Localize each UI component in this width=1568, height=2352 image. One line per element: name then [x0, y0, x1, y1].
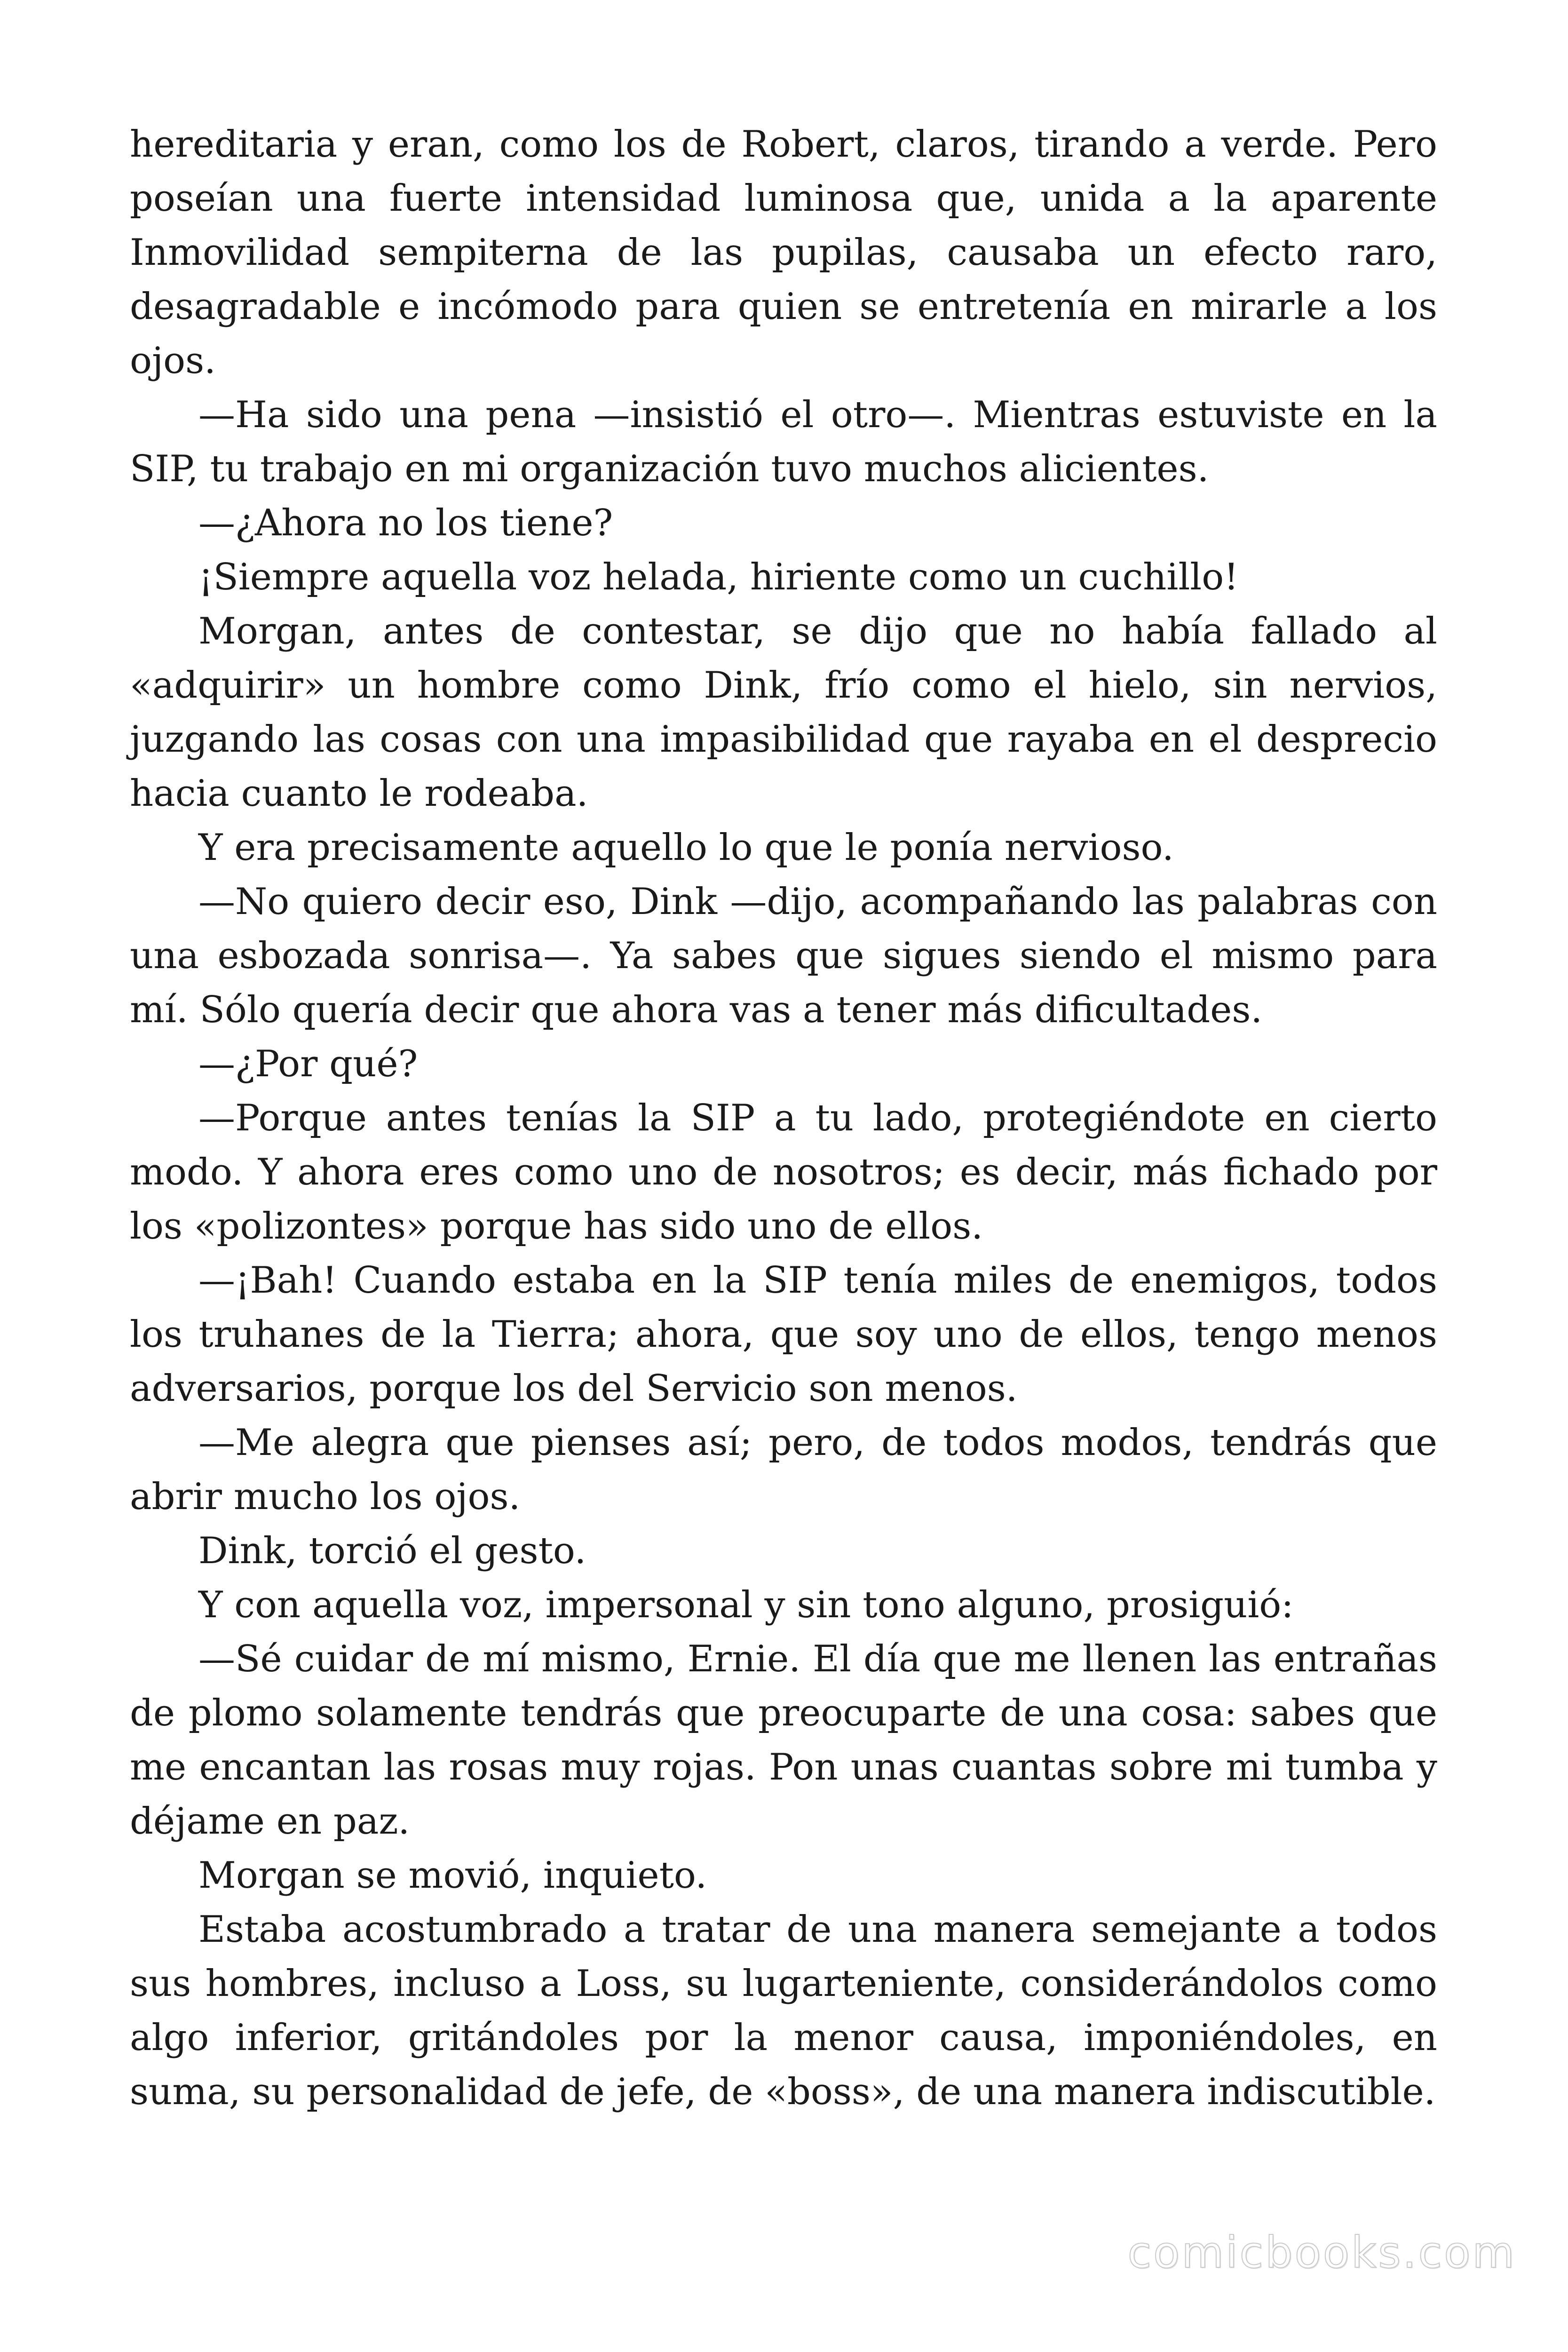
paragraph: —¿Ahora no los tiene? — [198, 502, 613, 544]
paragraph: hereditaria y eran, como los de Robert, claros, tirando a verde. Pero poseían una fuerte intensidad luminosa que, unida a la aparente Inmovilidad sempiterna de las pupilas, causaba un efecto raro, desagradable e incómodo para quien se entretenía en mirarle a los ojos. — [130, 123, 1437, 382]
paragraph: Estaba acostumbrado a tratar de una manera semejante a todos sus hombres, incluso a Loss, su lugarteniente, considerándolos como algo inferior, gritándoles por la menor causa, imponiéndoles, en suma, su personalidad de jefe, de «boss», de una manera indiscutible. — [130, 1908, 1437, 2113]
paragraph: Morgan se movió, inquieto. — [198, 1854, 707, 1897]
paragraph: ¡Siempre aquella voz helada, hiriente como un cuchillo! — [198, 556, 1239, 598]
paragraph: —Ha sido una pena —insistió el otro—. Mientras estuviste en la SIP, tu trabajo en mi organización tuvo muchos alicientes. — [130, 394, 1437, 490]
paragraph: —¿Por qué? — [198, 1043, 418, 1085]
paragraph: —No quiero decir eso, Dink —dijo, acompañando las palabras con una esbozada sonrisa—. Ya sabes que sigues siendo el mismo para mí. Sólo quería decir que ahora vas a tener más dificultades. — [130, 881, 1437, 1031]
watermark: comicbooks.com — [1127, 2227, 1516, 2278]
paragraph: —Porque antes tenías la SIP a tu lado, protegiéndote en cierto modo. Y ahora eres como uno de nosotros; es decir, más fichado por los «polizontes» porque has sido uno de ellos. — [130, 1097, 1437, 1248]
paragraph: Y con aquella voz, impersonal y sin tono alguno, prosiguió: — [198, 1584, 1294, 1626]
paragraph: —Me alegra que pienses así; pero, de todos modos, tendrás que abrir mucho los ojos. — [130, 1422, 1437, 1518]
paragraph: Morgan, antes de contestar, se dijo que no había fallado al «adquirir» un hombre como Dink, frío como el hielo, sin nervios, juzgando las cosas con una impasibilidad que rayaba en el desprecio hacia cuanto le rodeaba. — [130, 610, 1437, 815]
body-text — [130, 118, 1437, 2119]
paragraph: —¡Bah! Cuando estaba en la SIP tenía miles de enemigos, todos los truhanes de la Tierra; ahora, que soy uno de ellos, tengo menos adversarios, porque los del Servicio son menos. — [130, 1259, 1437, 1410]
paragraph: Y era precisamente aquello lo que le ponía nervioso. — [198, 826, 1174, 869]
paragraph: —Sé cuidar de mí mismo, Ernie. El día que me llenen las entrañas de plomo solamente tendrás que preocuparte de una cosa: sabes que me encantan las rosas muy rojas. Pon unas cuantas sobre mi tumba y déjame en paz. — [130, 1638, 1437, 1843]
paragraph: Dink, torció el gesto. — [198, 1530, 586, 1572]
